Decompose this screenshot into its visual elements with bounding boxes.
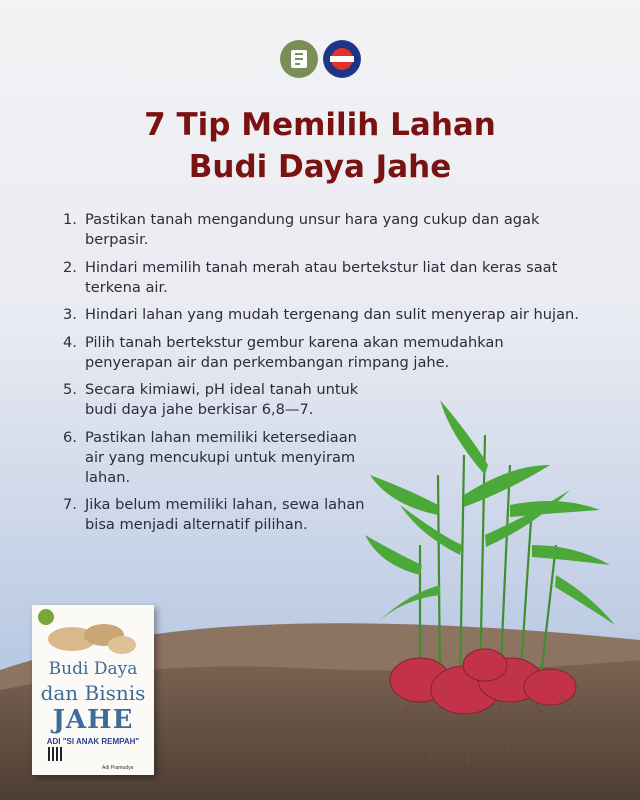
- ginger-plant-icon: [360, 395, 620, 775]
- book-title-3: JAHE: [52, 705, 134, 735]
- list-item-number: 7.: [63, 496, 77, 513]
- list-item-text: Pilih tanah bertekstur gembur karena akan memudahkan penyerapan air dan perkembangan rimpang jahe.: [85, 333, 504, 371]
- list-item: [63, 333, 585, 373]
- list-item-number: 6.: [63, 428, 77, 446]
- book-subtitle: ADI "SI ANAK REMPAH": [46, 737, 140, 746]
- list-item-number: 5.: [63, 381, 77, 398]
- list-item-text: Hindari lahan yang mudah tergenang dan sulit menyerap air hujan.: [85, 306, 579, 323]
- list-item-number: 1.: [63, 211, 77, 228]
- list-item-number: 2.: [63, 258, 77, 276]
- title-line-1: 7 Tip Memilih Lahan: [144, 107, 496, 143]
- leaf-logo-icon: [280, 40, 318, 78]
- ginger-rhizome-icon: [42, 617, 142, 657]
- title-line-2: Budi Daya Jahe: [188, 149, 452, 185]
- list-item-number: 4.: [63, 333, 77, 351]
- list-item-number: 3.: [63, 306, 77, 323]
- page-title: [0, 104, 640, 188]
- publisher-logo-icon: [323, 40, 361, 78]
- book-title-1: Budi Daya: [48, 659, 138, 679]
- list-item: [63, 305, 585, 325]
- list-item: [63, 495, 375, 535]
- book-title-2: dan Bisnis: [40, 681, 146, 705]
- list-item-text: Hindari memilih tanah merah atau bertekstur liat dan keras saat terkena air.: [85, 258, 558, 296]
- list-item: [63, 210, 585, 250]
- book-author: Adi Pramudya: [102, 765, 134, 771]
- list-item-text: Jika belum memiliki lahan, sewa lahan bisa menjadi alternatif pilihan.: [85, 496, 365, 533]
- list-item-text: Pastikan tanah mengandung unsur hara yang cukup dan agak berpasir.: [85, 211, 540, 248]
- list-item: [63, 380, 375, 420]
- list-item-text: Secara kimiawi, pH ideal tanah untuk budi daya jahe berkisar 6,8—7.: [85, 381, 359, 418]
- qr-code-icon: [48, 747, 62, 761]
- list-item: [63, 428, 375, 488]
- list-item-text: Pastikan lahan memiliki ketersediaan air yang mencukupi untuk menyiram lahan.: [85, 428, 357, 486]
- list-item: [63, 258, 585, 298]
- book-cover: [32, 605, 154, 775]
